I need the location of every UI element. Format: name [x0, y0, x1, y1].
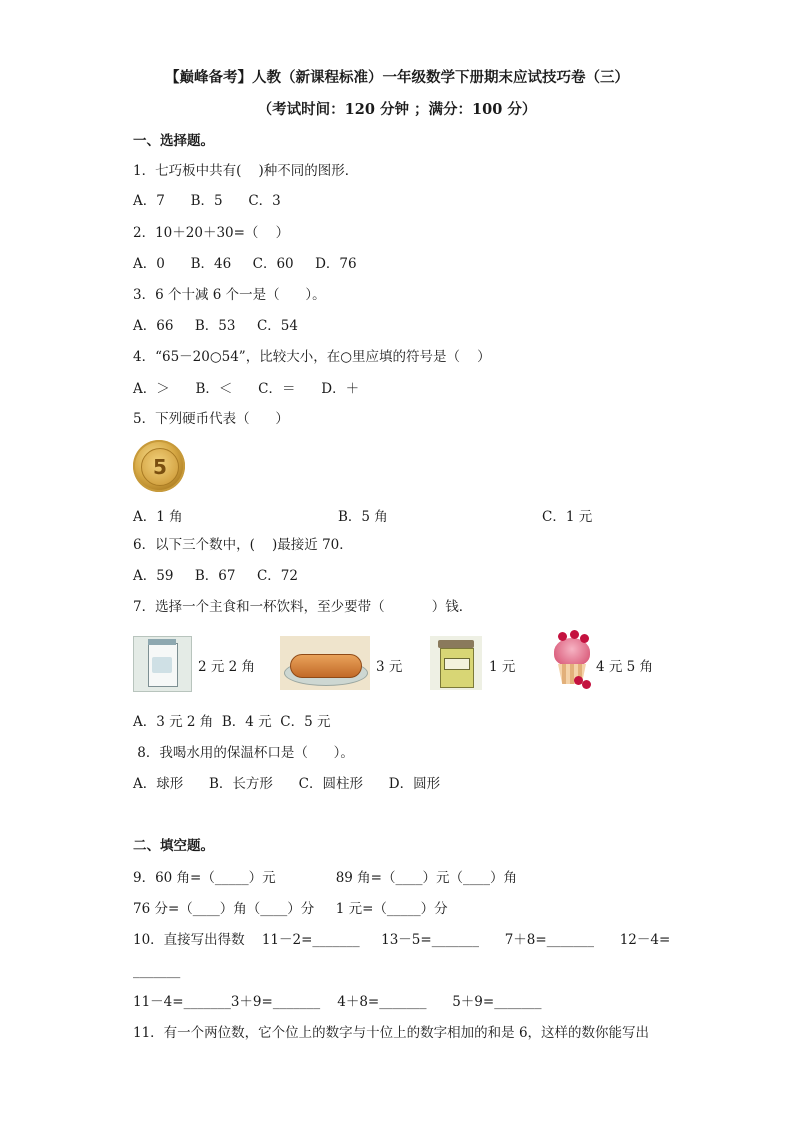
page-title: 【巅峰备考】人教（新课程标准）一年级数学下册期末应试技巧卷（三） [165, 69, 629, 86]
question-1-options: A．7 B．5 C．3 [133, 193, 281, 209]
question-2-options: A．0 B．46 C．60 D．76 [133, 256, 357, 272]
section-heading-fill: 二、填空题。 [133, 838, 214, 854]
question-1: 1．七巧板中共有( )种不同的图形． [133, 163, 359, 179]
bread-image [280, 636, 370, 690]
question-10-line-3: 11－4=_______3＋9=_______ 4＋8=_______ 5＋9=_______ [133, 994, 542, 1010]
price-bread: 3 元 [376, 659, 403, 675]
question-5-option-a: A．1 角 [133, 509, 183, 525]
cupcake-image [548, 628, 596, 690]
question-5-option-c: C．1 元 [542, 509, 593, 525]
question-5-option-b: B．5 角 [338, 509, 388, 525]
question-4-options: A．＞ B．＜ C．＝ D．＋ [133, 381, 360, 397]
question-3-options: A．66 B．53 C．54 [133, 318, 298, 334]
question-4: 4．“65－20○54”，比较大小，在○里应填的符号是（ ） [133, 349, 491, 365]
question-10-line-2: _______ [133, 963, 181, 979]
question-8: 8．我喝水用的保温杯口是（ ）。 [133, 745, 354, 761]
question-7: 7．选择一个主食和一杯饮料，至少要带（ ）钱． [133, 599, 473, 615]
price-cupcake: 4 元 5 角 [596, 659, 654, 675]
question-9-line-2: 76 分=（____）角（____）分 1 元=（_____）分 [133, 901, 448, 917]
question-10-line-1: 10．直接写出得数 11－2=_______ 13－5=_______ 7＋8=_______ 12－4= [133, 932, 671, 948]
question-8-options: A．球形 B．长方形 C．圆柱形 D．圆形 [133, 776, 441, 792]
coin-image [133, 440, 185, 492]
section-heading-choice: 一、选择题。 [133, 133, 214, 149]
question-5: 5．下列硬币代表（ ） [133, 411, 289, 427]
question-2: 2．10＋20＋30=（ ） [133, 225, 290, 241]
question-11: 11．有一个两位数，它个位上的数字与十位上的数字相加的和是 6，这样的数你能写出 [133, 1025, 650, 1041]
question-6: 6．以下三个数中，( )最接近 70． [133, 537, 353, 553]
question-7-options: A．3 元 2 角 B．4 元 C．5 元 [133, 714, 331, 730]
question-6-options: A．59 B．67 C．72 [133, 568, 298, 584]
question-9-line-1: 9．60 角=（_____）元 89 角=（____）元（____）角 [133, 870, 517, 886]
milk-carton-image [133, 636, 192, 692]
page-subtitle: （考试时间：120 分钟 ；满分：100 分） [257, 101, 537, 118]
coin-face: 5 [141, 448, 179, 486]
question-3: 3．6 个十减 6 个一是（ ）。 [133, 287, 326, 303]
price-drink: 1 元 [489, 659, 516, 675]
drink-cup-image [430, 636, 482, 690]
price-milk: 2 元 2 角 [198, 659, 256, 675]
